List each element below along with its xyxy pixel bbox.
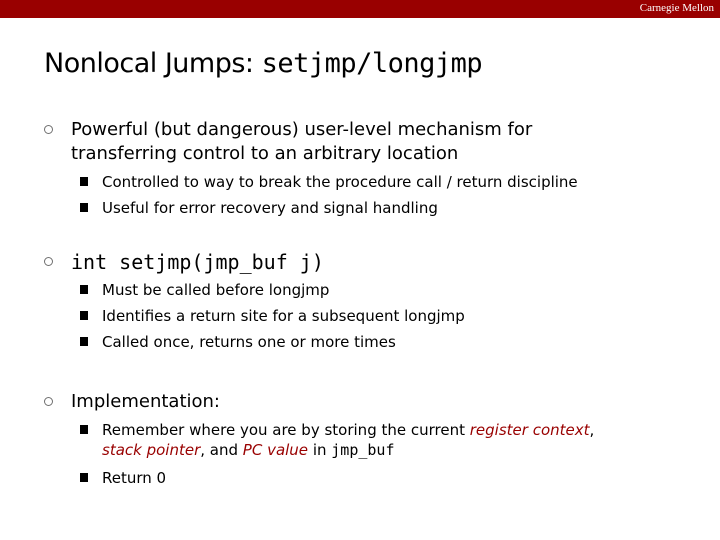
square-bullet-icon: [80, 177, 88, 186]
slide-title: [44, 48, 482, 79]
bullet-1: [44, 118, 664, 166]
square-bullet-icon: [80, 425, 88, 434]
bullet-2: [44, 250, 664, 276]
square-bullet-icon: [80, 203, 88, 212]
highlight-stack-pointer: stack pointer: [102, 441, 201, 459]
highlight-register-context: register context: [469, 421, 590, 439]
sub-text-line1: [102, 420, 677, 440]
sub-text: Controlled to way to break the procedure call / return discipline: [102, 173, 578, 191]
circle-bullet-icon: [44, 397, 53, 406]
sub-text-part: in: [308, 441, 332, 459]
header-bar: [0, 0, 720, 18]
square-bullet-icon: [80, 285, 88, 294]
title-code: setjmp/longjmp: [261, 48, 483, 79]
bullet-1-text: [71, 118, 671, 166]
sub-text-part: , and: [200, 441, 243, 459]
circle-bullet-icon: [44, 125, 53, 134]
circle-bullet-icon: [44, 257, 53, 266]
sub-text: Return 0: [102, 469, 167, 487]
sub-text-line2: [102, 440, 394, 460]
bullet-3: [44, 390, 664, 416]
square-bullet-icon: [80, 311, 88, 320]
bullet-1-line2: transferring control to an arbitrary location: [71, 143, 459, 164]
highlight-pc-value: PC value: [242, 441, 309, 459]
sub-text-part: Remember where you are by storing the current: [102, 421, 470, 439]
bullet-1-line1: Powerful (but dangerous) user-level mechanism for: [71, 119, 533, 140]
square-bullet-icon: [80, 337, 88, 346]
sub-text-part: ,: [589, 421, 595, 439]
sub-text: Useful for error recovery and signal handling: [102, 199, 438, 217]
bullet-2-code: int setjmp(jmp_buf j): [71, 250, 324, 274]
sub-text: Must be called before longjmp: [102, 281, 330, 299]
square-bullet-icon: [80, 473, 88, 482]
title-text: Nonlocal Jumps:: [44, 48, 262, 79]
code-jmp-buf: jmp_buf: [331, 441, 395, 459]
bullet-3-sub-1: [80, 420, 680, 462]
brand-label: Carnegie Mellon: [639, 2, 714, 14]
sub-text: Called once, returns one or more times: [102, 333, 396, 351]
sub-text: Identifies a return site for a subsequent longjmp: [102, 307, 465, 325]
bullet-3-text: Implementation:: [71, 391, 220, 412]
